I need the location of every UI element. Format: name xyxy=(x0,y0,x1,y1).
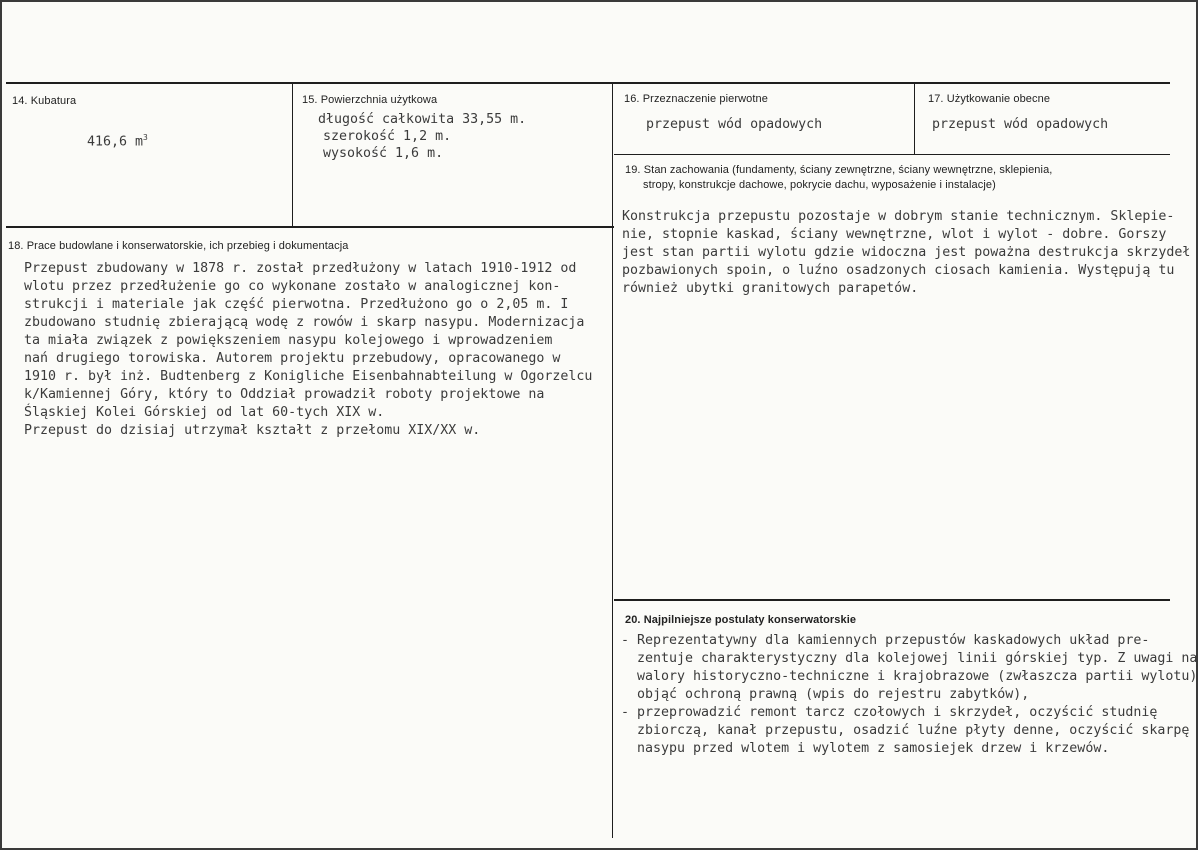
field-18-line-8: k/Kamiennej Góry, który to Oddział prowadził roboty projektowe na xyxy=(24,387,545,402)
field-17-label: 17. Użytkowanie obecne xyxy=(928,93,1051,105)
field-19-label-line-1: 19. Stan zachowania (fundamenty, ściany zewnętrzne, ściany wewnętrzne, sklepienia, xyxy=(625,164,1053,176)
field-19-line-4: pozbawionych spoin, o luźno osadzonych ciosach kamienia. Występują tu xyxy=(622,263,1175,278)
field-20-line-7: nasypu przed wlotem i wylotem z samosiejek drzew i krzewów. xyxy=(621,741,1110,756)
field-20-line-4: objąć ochroną prawną (wpis do rejestru zabytków), xyxy=(621,687,1030,702)
field-19-line-3: jest stan partii wylotu gdzie widoczna jest poważna destrukcja skrzydeł xyxy=(622,245,1191,260)
field-15-line-1: długość całkowita 33,55 m. xyxy=(318,112,527,127)
field-18-line-5: ta miała związek z powiększeniem nasypu kolejowego i wprowadzeniem xyxy=(24,333,553,348)
field-20-line-3: walory historyczno-techniczne i krajobrazowe (zwłaszcza partii wylotu) xyxy=(621,669,1198,684)
field-16-label: 16. Przeznaczenie pierwotne xyxy=(624,93,768,105)
field-14-number: 416,6 m xyxy=(87,134,144,150)
field-19-line-1: Konstrukcja przepustu pozostaje w dobrym stanie technicznym. Sklepie- xyxy=(622,209,1175,224)
vline-16-17 xyxy=(914,82,915,155)
rule-above-20 xyxy=(614,599,1170,601)
field-19-label-line-2: stropy, konstrukcje dachowe, pokrycie dachu, wyposażenie i instalacje) xyxy=(643,179,996,191)
rule-under-16-17 xyxy=(614,154,1170,155)
vline-center xyxy=(612,82,613,838)
field-20-line-6: zbiorczą, kanał przepustu, osadzić luźne płyty denne, oczyścić skarpę xyxy=(621,723,1190,738)
field-14-exponent: 3 xyxy=(143,133,148,142)
field-18-text xyxy=(24,260,592,440)
field-18-line-9: Śląskiej Kolei Górskiej od lat 60-tych XIX w. xyxy=(24,405,385,420)
field-18-label: 18. Prace budowlane i konserwatorskie, ich przebieg i dokumentacja xyxy=(8,240,349,252)
field-18-line-1: Przepust zbudowany w 1878 r. został przedłużony w latach 1910-1912 od xyxy=(24,261,577,276)
field-20-line-2: zentuje charakterystyczny dla kolejowej linii górskiej typ. Z uwagi na xyxy=(621,651,1198,666)
field-16-value: przepust wód opadowych xyxy=(646,117,823,132)
field-18-line-4: zbudowano studnię zbierającą wodę z rowów i skarp nasypu. Modernizacja xyxy=(24,315,585,330)
vline-14-15 xyxy=(292,82,293,228)
field-15-label: 15. Powierzchnia użytkowa xyxy=(302,94,438,106)
field-20-text xyxy=(621,632,1197,758)
field-18-line-6: nań drugiego torowiska. Autorem projektu przebudowy, opracowanego w xyxy=(24,351,561,366)
top-rule xyxy=(6,82,1170,84)
field-19-text xyxy=(622,208,1190,298)
field-17-value: przepust wód opadowych xyxy=(932,117,1109,132)
rule-under-15 xyxy=(6,226,614,228)
field-18-line-2: wlotu przez przedłużenie go co wykonane zostało w analogicznej kon- xyxy=(24,279,561,294)
field-14-label: 14. Kubatura xyxy=(12,95,77,107)
field-14-volume xyxy=(12,94,76,109)
field-18-line-3: strukcji i materiale jak część pierwotna. Przedłużono go o 2,05 m. I xyxy=(24,297,569,312)
field-20-line-1: - Reprezentatywny dla kamiennych przepustów kaskadowych układ pre- xyxy=(621,633,1150,648)
field-19-line-5: również ubytki granitowych parapetów. xyxy=(622,281,919,296)
field-20-label: 20. Najpilniejsze postulaty konserwatorskie xyxy=(625,614,857,626)
field-18-line-7: 1910 r. był inż. Budtenberg z Konigliche Eisenbahnabteilung w Ogorzelcu xyxy=(24,369,593,384)
field-18-line-10: Przepust do dzisiaj utrzymał kształt z przełomu XIX/XX w. xyxy=(24,423,481,438)
field-20-line-5: - przeprowadzić remont tarcz czołowych i skrzydeł, oczyścić studnię xyxy=(621,705,1158,720)
field-15-line-3: wysokość 1,6 m. xyxy=(323,146,444,161)
field-15-line-2: szerokość 1,2 m. xyxy=(323,129,452,144)
field-14-value xyxy=(87,129,148,151)
field-19-line-2: nie, stopnie kaskad, ściany wewnętrzne, wlot i wylot - dobre. Gorszy xyxy=(622,227,1167,242)
